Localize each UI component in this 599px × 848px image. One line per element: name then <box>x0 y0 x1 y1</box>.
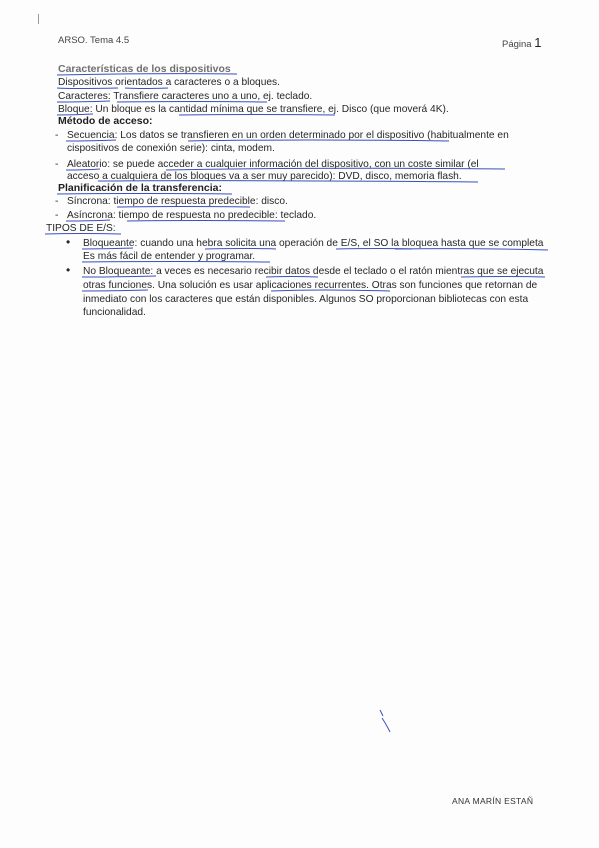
bloqueante-line-2: Es más fácil de entender y programar. <box>83 251 256 262</box>
underline-dispositivos <box>57 88 118 89</box>
no-bloqueante-line-2: otras funciones. Una solución es usar aplicaciones recurrentes. Otras son funciones que retornan de <box>83 280 538 291</box>
underline-hebra <box>205 249 276 250</box>
bullet-dot: • <box>66 263 71 277</box>
sincrona-text: tiempo de respuesta predecible: disco. <box>110 196 288 207</box>
underline-tiempo <box>117 207 250 208</box>
dash-bullet: - <box>55 159 59 170</box>
dash-bullet: - <box>55 210 59 221</box>
underline-secuencia <box>66 140 116 141</box>
page-number: 1 <box>534 35 542 50</box>
underline-acceder <box>166 168 505 170</box>
caracteres-text: Transfiere caracteres uno a uno, ej. teclado. <box>110 91 313 102</box>
underline-aleatorio <box>66 169 100 170</box>
pen-stroke-mark <box>378 708 394 736</box>
underline-no-bloqueante <box>82 276 156 277</box>
no-bloqueante-line-4: funcionalidad. <box>83 307 146 318</box>
underline-aplicaciones <box>271 290 390 291</box>
underline-bloqueante <box>82 248 133 249</box>
page-label: Página <box>502 39 532 50</box>
section-title-caracteristicas: Características de los dispositivos <box>58 63 231 75</box>
asincrona-text: tiempo de respuesta no predecible: teclado. <box>115 210 317 221</box>
bloqueante-lead: Bloqueante: <box>83 238 138 249</box>
underline-bloque <box>57 114 93 115</box>
stray-pen-stroke <box>380 710 390 732</box>
aleatorio-line-1: se puede acceder a cualquier información del dispositivo, con un coste similar (el <box>110 159 479 170</box>
header-title: ARSO. Tema 4.5 <box>58 35 130 46</box>
secuencia-line-2: cispositivos de conexión serie): cinta, modem. <box>67 143 275 154</box>
sincrona-lead: Síncrona: <box>67 196 111 207</box>
bullet-dot: • <box>66 235 71 249</box>
underline-no-predecible <box>127 221 285 222</box>
underline-otras <box>82 290 148 291</box>
underline-cantidad <box>179 115 335 116</box>
aleatorio-line-2: acceso a cualquiera de los bloques va a ser muy parecido): DVD, disco, memoria flash. <box>67 171 462 182</box>
dash-bullet: - <box>55 130 59 141</box>
section-title-planificacion: Planificación de la transferencia: <box>58 182 222 194</box>
dash-bullet: - <box>55 196 59 207</box>
asincrona-lead: Asíncrona: <box>67 210 116 221</box>
underline-planificacion <box>57 194 232 195</box>
no-bloqueante-line-1: a veces es necesario recibir datos desde el teclado o el ratón mientras que se ejecuta <box>153 266 544 277</box>
underline-transfiere <box>117 102 267 103</box>
underline-caracteres <box>57 101 110 102</box>
bloque-text: Un bloque es la cantidad mínima que se transfiere, ej. Disco (que moverá 4K). <box>92 104 449 115</box>
underline-tipos <box>45 234 121 235</box>
caracteres-lead: Caracteres: <box>58 91 111 102</box>
no-bloqueante-lead: No Bloqueante: <box>83 266 154 277</box>
section-title-tipos: TIPOS DE E/S: <box>46 223 116 234</box>
underline-caracteristicas <box>57 74 237 75</box>
secuencia-line-1: Los datos se transfieren en un orden determinado por el dispositivo (habitualmente en <box>117 130 509 141</box>
no-bloqueante-line-3: inmediato con los caracteres que están disponibles. Algunos SO proporcionan bibliotecas con esta <box>83 294 529 305</box>
bloqueante-line-1: cuando una hebra solicita una operación de E/S, el SO la bloquea hasta que se completa <box>137 238 544 249</box>
secuencia-lead: Secuencia: <box>67 130 118 141</box>
bloque-lead: Bloque: <box>58 104 93 115</box>
underline-orden <box>188 140 449 141</box>
underline-mientras <box>461 277 545 278</box>
aleatorio-lead: Aleatorio: <box>67 159 111 170</box>
section-title-metodo: Método de acceso: <box>58 115 153 127</box>
underline-so-bloquea <box>395 249 548 250</box>
underline-acceso <box>98 181 478 182</box>
underline-orientados <box>125 88 168 89</box>
underline-recibir <box>266 277 318 278</box>
footer-author: ANA MARÍN ESTAÑ <box>452 796 534 806</box>
caracteristicas-line-1: Dispositivos orientados a caracteres o a bloques. <box>58 77 280 88</box>
underline-facil <box>82 262 270 263</box>
underline-asincrona <box>66 220 110 221</box>
